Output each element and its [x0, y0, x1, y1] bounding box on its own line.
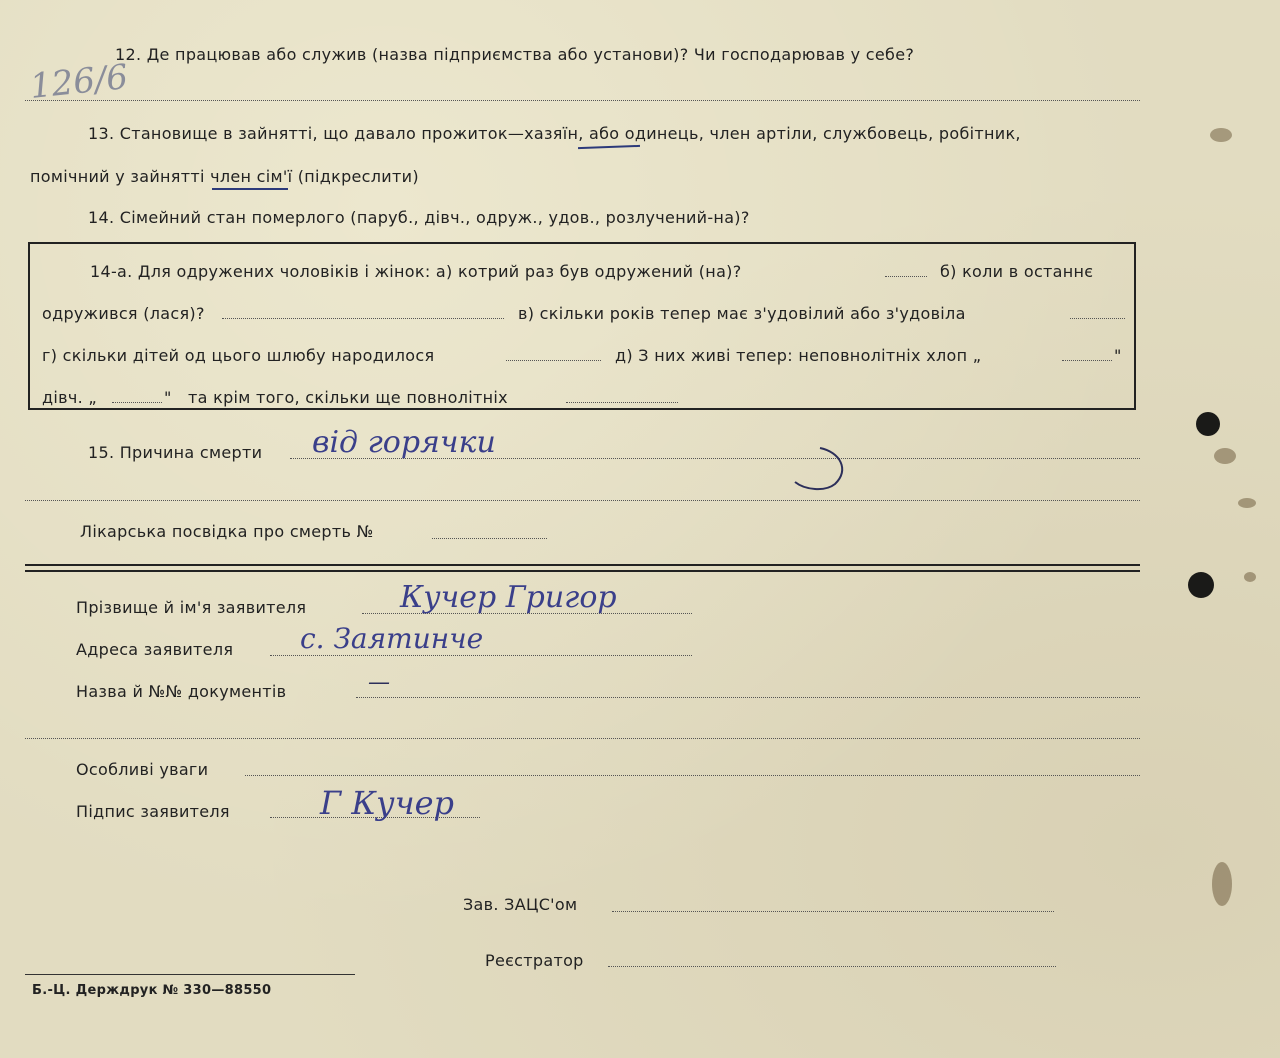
q14-text: 14. Сімейний стан померлого (паруб., дівч., одруж., удов., розлучений-на)? — [88, 208, 750, 227]
q14a-adults-line — [566, 402, 678, 403]
q14a-part-v: в) скільки років тепер має з'удовілий або з'удовіла — [518, 304, 966, 323]
q14a-part-a-line — [885, 276, 927, 277]
zags-head-label: Зав. ЗАЦС'ом — [463, 895, 578, 914]
applicant-signature-value: Г Кучер — [320, 784, 455, 822]
q14a-girls-line — [112, 402, 162, 403]
applicant-docs-extra-line — [25, 738, 1140, 739]
q14a-line2-start: одружився (лася)? — [42, 304, 205, 323]
applicant-address-line — [270, 655, 692, 656]
q12-answer-line — [25, 100, 1140, 101]
paper-damage-mark — [1212, 862, 1232, 906]
q14a-part-b: б) коли в останнє — [940, 262, 1094, 281]
q14a-part-a: 14-а. Для одружених чоловіків і жінок: а) котрий раз був одружений (на)? — [90, 262, 742, 281]
q13-underline-master — [578, 145, 640, 149]
zags-head-line — [612, 911, 1054, 912]
binding-hole — [1196, 412, 1220, 436]
q12-handwritten-value: 126/6 — [28, 56, 130, 108]
q15-extra-line — [25, 500, 1140, 501]
section-divider-bottom — [25, 570, 1140, 572]
applicant-docs-line — [356, 697, 1140, 698]
q14a-part-v-line — [1070, 318, 1125, 319]
applicant-notes-label: Особливі уваги — [76, 760, 209, 779]
q14a-line4-close: " — [164, 388, 172, 407]
paper-damage-mark — [1210, 128, 1232, 142]
q14a-part-d-line — [1062, 360, 1112, 361]
applicant-address-value: с. Заятинче — [300, 622, 484, 655]
q15-handwritten-flourish — [790, 440, 860, 500]
applicant-signature-label: Підпис заявителя — [76, 802, 230, 821]
q13-line2: помічний у зайнятті член сім'ї (підкреслити) — [30, 167, 419, 186]
q14a-line4-start: дівч. „ — [42, 388, 97, 407]
printer-imprint: Б.-Ц. Держдрук № 330—88550 — [32, 983, 272, 998]
applicant-address-label: Адреса заявителя — [76, 640, 234, 659]
q15-label: 15. Причина смерти — [88, 443, 263, 462]
applicant-name-label: Прізвище й ім'я заявителя — [76, 598, 307, 617]
registrar-line — [608, 966, 1056, 967]
applicant-notes-line — [245, 775, 1140, 776]
q13-underline-member — [212, 188, 288, 190]
paper-damage-mark — [1238, 498, 1256, 508]
binding-hole — [1188, 572, 1214, 598]
q14a-part-d-close: " — [1114, 346, 1122, 365]
footer-rule — [25, 974, 355, 975]
q14a-part-b-line — [222, 318, 504, 319]
medical-certificate-label: Лікарська посвідка про смерть № — [80, 522, 374, 541]
paper-damage-mark — [1244, 572, 1256, 582]
paper-damage-mark — [1214, 448, 1236, 464]
q12-text: 12. Де працював або служив (назва підприємства або установи)? Чи господарював у себе? — [115, 45, 915, 64]
applicant-docs-label: Назва й №№ документів — [76, 682, 287, 701]
applicant-name-value: Кучер Григор — [400, 580, 617, 615]
section-divider-top — [25, 564, 1140, 566]
q14a-line4-rest: та крім того, скільки ще повнолітніх — [188, 388, 508, 407]
q13-line1: 13. Становище в зайнятті, що давало прожиток—хазяїн, або одинець, член артіли, службовець, робітник, — [88, 124, 1021, 143]
q15-handwritten-value: від горячки — [312, 425, 496, 460]
medical-certificate-line — [432, 538, 547, 539]
q14a-part-d: д) З них живі тепер: неповнолітніх хлоп „ — [615, 346, 982, 365]
applicant-docs-value: — — [368, 670, 390, 695]
q14a-part-g: г) скільки дітей од цього шлюбу народилося — [42, 346, 435, 365]
registrar-label: Реєстратор — [485, 951, 584, 970]
q14a-part-g-line — [506, 360, 601, 361]
